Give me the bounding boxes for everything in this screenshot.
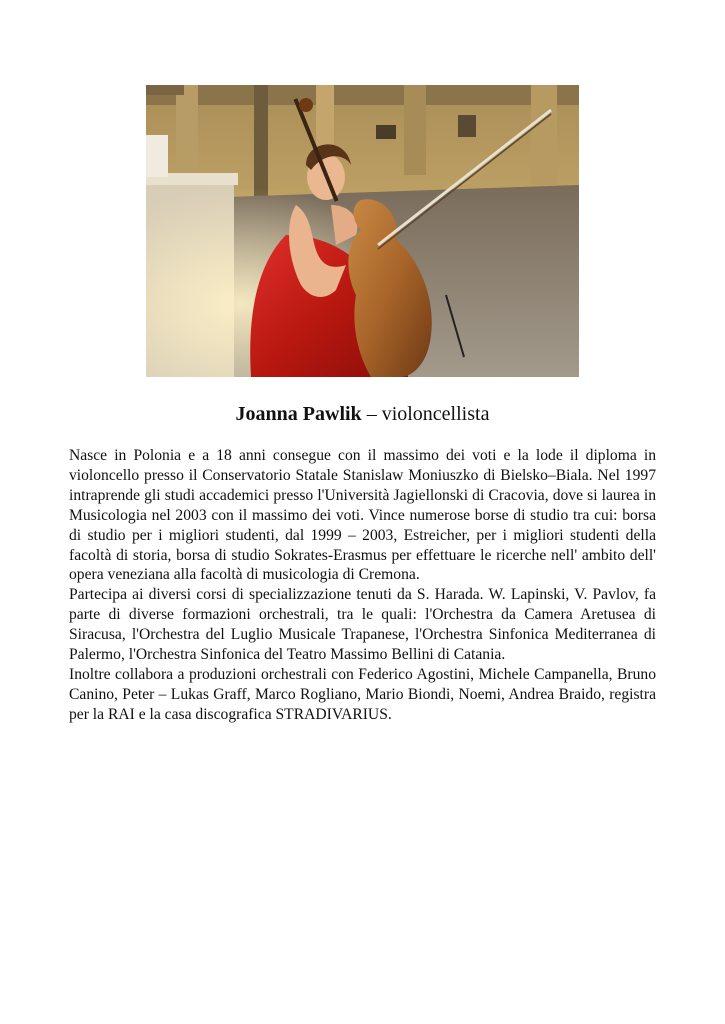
- page-title: [0, 400, 725, 428]
- biography: [69, 446, 656, 725]
- artist-name: Joanna Pawlik: [235, 403, 362, 425]
- bio-paragraph-collaborations: Inoltre collabora a produzioni orchestrali con Federico Agostini, Michele Campanella, Bruno Canino, Peter – Lukas Graff, Marco Rogliano, Mario Biondi, Noemi, Andrea Braido, registra per la RAI e la casa discografica STRADIVARIUS.: [69, 665, 656, 723]
- title-dash: –: [366, 403, 377, 425]
- cellist-photo: [146, 85, 579, 377]
- bio-paragraph-orchestras: Partecipa ai diversi corsi di specializzazione tenuti da S. Harada. W. Lapinski, V. Pavlov, fa parte di diverse formazioni orchestrali, tra le quali: l'Orchestra da Camera Aretusea di Siracusa, l'Orchestra del Luglio Musicale Trapanese, l'Orchestra Sinfonica Mediterranea di Palermo, l'Orchestra Sinfonica del Teatro Massimo Bellini di Catania.: [69, 586, 656, 664]
- bio-paragraph-education: Nasce in Polonia e a 18 anni consegue con il massimo dei voti e la lode il diploma in violoncello presso il Conservatorio Statale Stanislaw Moniuszko di Bielsko–Biala. Nel 1997 intraprende gli studi accademici presso l'Università Jagiellonski di Cracovia, dove si laurea in Musicologia nel 2003 con il massimo dei voti. Vince numerose borse di studio tra cui: borsa di studio per i migliori studenti, dal 1999 – 2003, Estreicher, per i migliori studenti della facoltà di storia, borsa di studio Sokrates-Erasmus per effettuare le ricerche nell' ambito dell' opera veneziana alla facoltà di musicologia di Cremona.: [69, 447, 656, 584]
- artist-role: violoncellista: [381, 403, 490, 425]
